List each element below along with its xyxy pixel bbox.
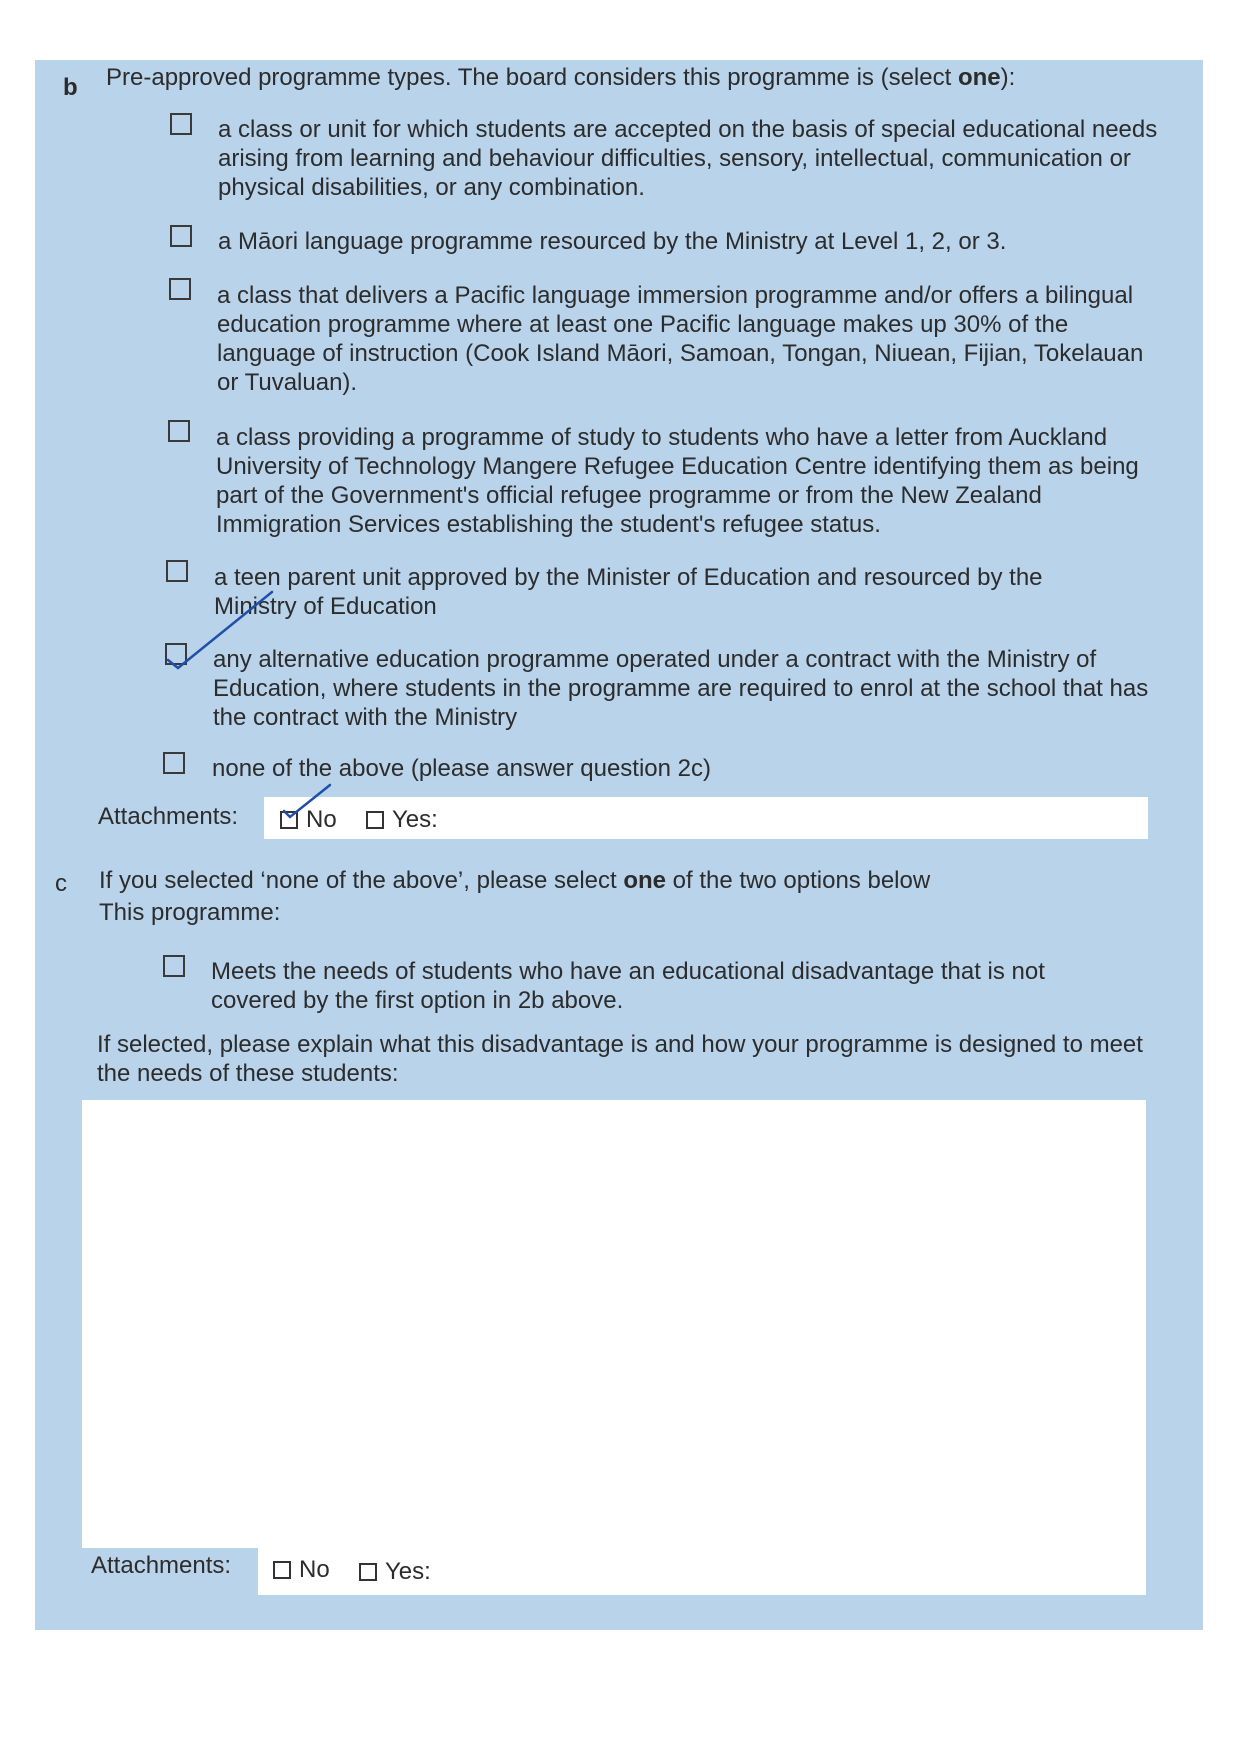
section-c-subprompt: This programme: xyxy=(99,899,281,926)
attachments-c-yes-label: Yes: xyxy=(385,1558,431,1585)
prompt-text: If you selected ‘none of the above’, please select xyxy=(99,867,624,894)
option-refugee-checkbox[interactable] xyxy=(168,420,190,442)
attachments-c-no-option[interactable] xyxy=(273,1556,330,1584)
attachments-b-no-label: No xyxy=(306,806,337,833)
option-maori-language-label: a Māori language programme resourced by the Ministry at Level 1, 2, or 3. xyxy=(218,228,1007,255)
section-c-letter: c xyxy=(55,870,67,897)
prompt-suffix: ): xyxy=(1000,64,1016,91)
section-b-letter: b xyxy=(63,74,78,101)
attachments-c-label: Attachments: xyxy=(91,1552,232,1579)
attachments-c-yes-option[interactable] xyxy=(359,1558,431,1586)
option-none-label: none of the above (please answer question 2c) xyxy=(212,755,711,782)
handwritten-attachment-check-icon xyxy=(280,785,340,825)
attachments-b-yes-checkbox[interactable] xyxy=(366,811,384,829)
attachments-b-label: Attachments: xyxy=(98,803,239,830)
attachments-b-yes-label: Yes: xyxy=(392,806,438,833)
option-special-needs-checkbox[interactable] xyxy=(170,113,192,135)
section-b-prompt xyxy=(106,63,1186,92)
option-teen-parent-checkbox[interactable] xyxy=(166,560,188,582)
attachments-b-yes-option[interactable] xyxy=(366,806,438,834)
prompt-bold: one xyxy=(957,64,1001,91)
option-maori-language-checkbox[interactable] xyxy=(170,225,192,247)
option-pacific-language-label: a class that delivers a Pacific language immersion programme and/or offers a bilingual education programme where at least one Pacific language makes up 30% of the language of instruction (Cook Island Māori, Samoan, Tongan, Niuean, Fijian, Tokelauan or Tuvaluan). xyxy=(217,282,1144,396)
option-alternative-education-label: any alternative education programme operated under a contract with the Ministry of Education, where students in the programme are required to enrol at the school that has the contract with the Ministry xyxy=(213,646,1149,731)
option-pacific-language-checkbox[interactable] xyxy=(169,278,191,300)
attachments-c-no-label: No xyxy=(299,1556,330,1583)
option-refugee-label: a class providing a programme of study to students who have a letter from Auckland University of Technology Mangere Refugee Education Centre identifying them as being part of the Government's official refugee programme or from the New Zealand Immigration Services establishing the student's refugee status. xyxy=(216,424,1139,538)
section-c-prompt xyxy=(99,866,1179,895)
prompt-suffix: of the two options below xyxy=(666,867,931,894)
option-educational-disadvantage-label: Meets the needs of students who have an educational disadvantage that is not covered by the first option in 2b above. xyxy=(211,958,1045,1014)
option-special-needs-label: a class or unit for which students are accepted on the basis of special educational needs arising from learning and behaviour difficulties, sensory, intellectual, communication or physical disabilities, or any combination. xyxy=(218,116,1158,201)
option-none-checkbox[interactable] xyxy=(163,752,185,774)
prompt-bold: one xyxy=(623,867,667,894)
option-teen-parent-label: a teen parent unit approved by the Minister of Education and resourced by the Ministry of Education xyxy=(214,564,1043,620)
option-educational-disadvantage-checkbox[interactable] xyxy=(163,955,185,977)
prompt-text: Pre-approved programme types. The board considers this programme is (select xyxy=(106,64,958,91)
explanation-textarea[interactable] xyxy=(82,1100,1146,1595)
explain-prompt: If selected, please explain what this disadvantage is and how your programme is designed to meet the needs of these students: xyxy=(97,1031,1143,1087)
attachments-c-no-checkbox[interactable] xyxy=(273,1561,291,1579)
attachments-c-yes-checkbox[interactable] xyxy=(359,1563,377,1581)
